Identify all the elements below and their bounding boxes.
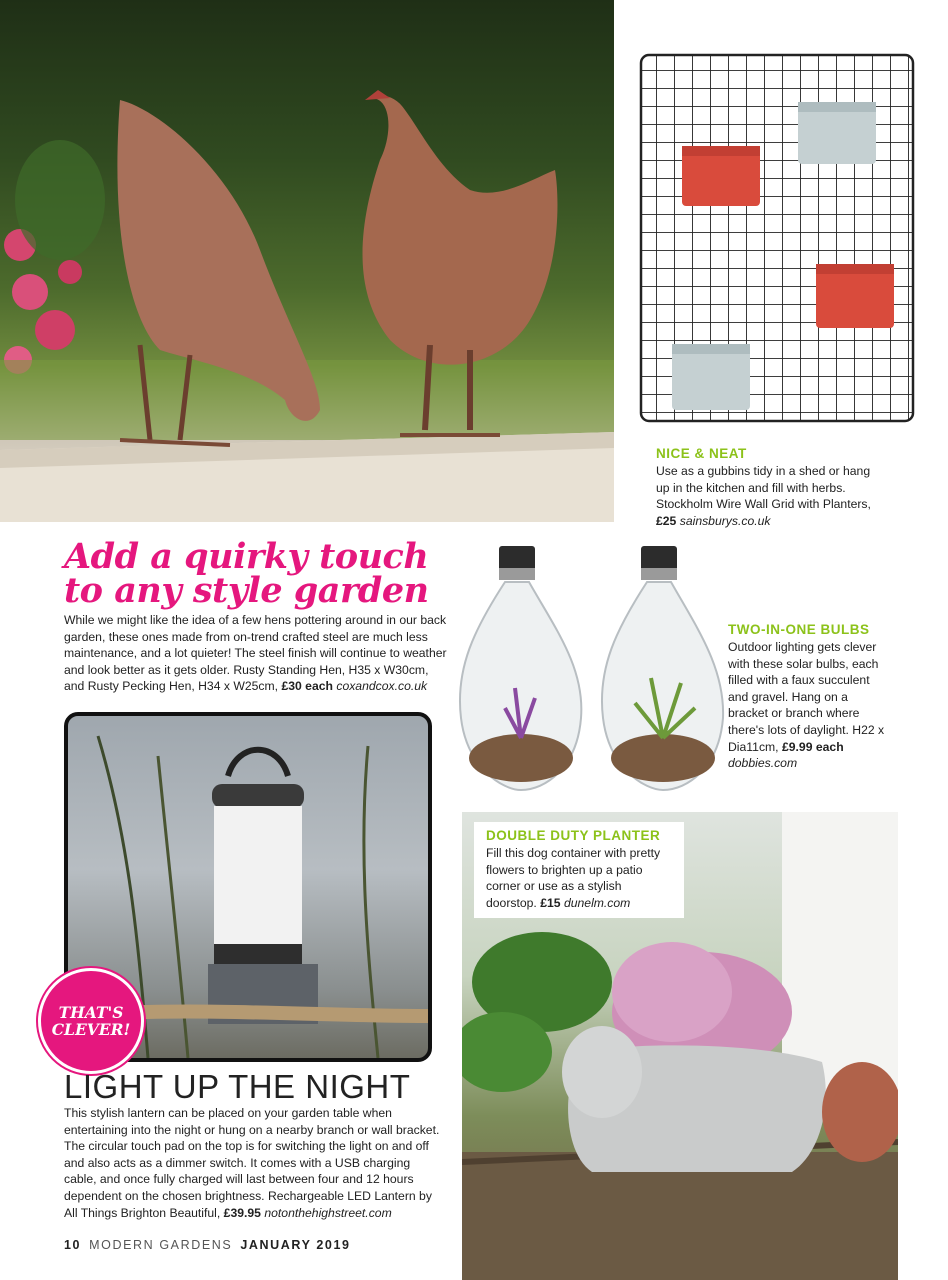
light-title: LIGHT UP THE NIGHT — [64, 1068, 411, 1105]
planter-block — [474, 822, 684, 918]
planter-heading: DOUBLE DUTY PLANTER — [486, 828, 661, 843]
solar-bulbs-photo — [455, 538, 725, 800]
quirky-headline-line2: to any style garden — [64, 570, 429, 611]
nice-neat-body — [656, 463, 884, 529]
page-number: 10 — [64, 1238, 82, 1252]
wire-grid-photo — [638, 52, 916, 424]
bulbs-description: Outdoor lighting gets clever with these solar bulbs, each filled with a faux succulent and gravel. Hang on a bracket or branch where there's lots of daylight. H22 x Dia11cm, — [728, 640, 885, 754]
planter-price: £15 — [540, 895, 561, 910]
quirky-price: £30 each — [281, 679, 333, 694]
page-footer — [64, 1238, 351, 1252]
badge-line1: THAT'S — [58, 1003, 124, 1022]
rusty-hens-illustration — [0, 0, 614, 522]
quirky-headline-line1: Add a quirky touch — [64, 536, 429, 577]
magazine-name: MODERN GARDENS — [89, 1238, 233, 1252]
nice-neat-heading: NICE & NEAT — [656, 446, 747, 461]
quirky-retailer: coxandcox.co.uk — [336, 679, 428, 694]
badge-line2: CLEVER! — [51, 1020, 131, 1039]
planter-body — [486, 845, 672, 911]
nice-neat-retailer: sainsburys.co.uk — [679, 513, 771, 528]
light-retailer: notonthehighstreet.com — [264, 1205, 392, 1220]
hens-photo — [0, 0, 614, 522]
bulbs-block — [728, 622, 888, 772]
bulbs-retailer: dobbies.com — [728, 756, 798, 771]
nice-neat-description: Use as a gubbins tidy in a shed or hang up in the kitchen and fill with herbs. Stockholm Wire Wall Grid with Planters, — [656, 464, 871, 512]
planter-description: Fill this dog container with pretty flowers to brighten up a patio corner or use as a stylish doorstop. — [486, 846, 661, 910]
bulbs-body — [728, 639, 888, 772]
planter-retailer: dunelm.com — [563, 895, 631, 910]
light-price: £39.95 — [223, 1205, 261, 1220]
nice-neat-block — [656, 446, 884, 529]
nice-neat-price: £25 — [656, 513, 677, 528]
quirky-body — [64, 612, 450, 695]
bulbs-price: £9.99 each — [781, 739, 844, 754]
light-description: This stylish lantern can be placed on your garden table when entertaining into the night or hung on a nearby branch or wall bracket. The circular touch pad on the top is for switching the light on and off and also acts as a dimmer switch. It comes with a USB charging cable, and once fully charged will last between four and 12 hours dependent on the chosen brightness. Rechargeable LED Lantern by All Things Brighton Beautiful, — [64, 1106, 440, 1220]
quirky-headline — [64, 536, 454, 611]
solar-bulbs-illustration — [455, 538, 725, 800]
thats-clever-badge — [38, 968, 144, 1074]
wire-grid-illustration — [638, 52, 916, 424]
light-body — [64, 1105, 444, 1221]
bulbs-heading: TWO-IN-ONE BULBS — [728, 622, 870, 637]
quirky-description: While we might like the idea of a few hens pottering around in our back garden, these ones made from on-trend crafted steel are much less maintenance, and a lot quieter! The steel finish will continue to weather and look better as it gets older. Rusty Standing Hen, H35 x W30cm, and Rusty Pecking Hen, H34 x W25cm, — [64, 613, 447, 694]
issue-date: JANUARY 2019 — [240, 1238, 351, 1252]
